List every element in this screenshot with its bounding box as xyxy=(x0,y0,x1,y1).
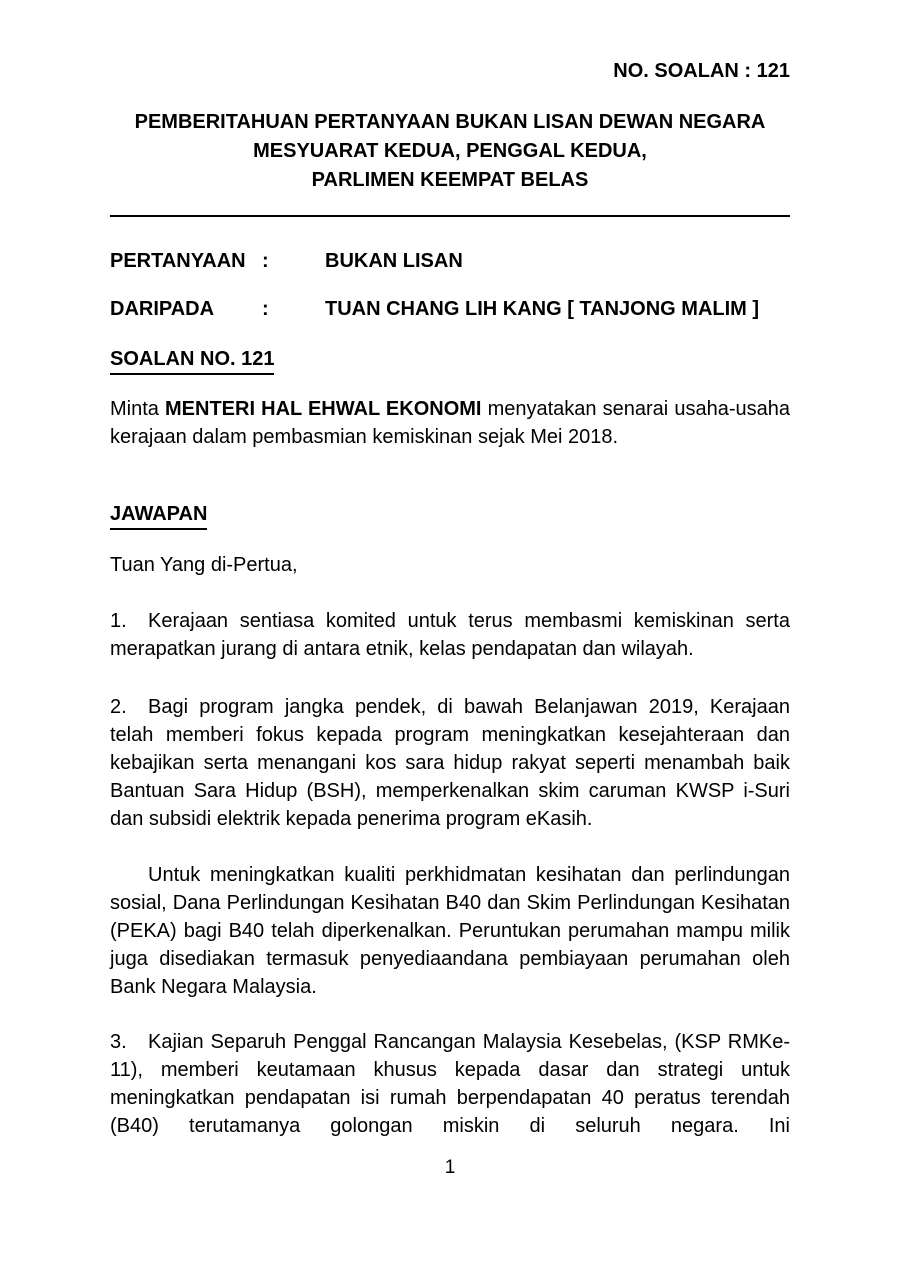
page-number: 1 xyxy=(444,1157,456,1178)
paragraph-text: Kerajaan sentiasa komited untuk terus membasmi kemiskinan serta merapatkan jurang di antara etnik, kelas pendapatan dan wilayah. xyxy=(110,610,790,660)
meta-label-pertanyaan: PERTANYAAN xyxy=(110,250,246,272)
meta-value-pertanyaan: BUKAN LISAN xyxy=(325,250,463,272)
meta-colon: : xyxy=(262,298,269,320)
document-title xyxy=(110,108,790,195)
paragraph-number: 1. xyxy=(110,610,127,632)
answer-paragraph-3 xyxy=(110,1028,790,1140)
paragraph-text: Bagi program jangka pendek, di bawah Belanjawan 2019, Kerajaan telah memberi fokus kepada program meningkatkan kesejahteraan dan kebajikan serta menangani kos sara hidup rakyat seperti menambah baik Bantuan Sara Hidup (BSH), memperkenalkan skim caruman KWSP i-Suri dan subsidi elektrik kepada penerima program eKasih. xyxy=(110,696,790,830)
title-line-2: MESYUARAT KEDUA, PENGGAL KEDUA, xyxy=(253,140,647,162)
paragraph-number: 2. xyxy=(110,696,127,718)
paragraph-text: Kajian Separuh Penggal Rancangan Malaysia Kesebelas, (KSP RMKe-11), memberi keutamaan khusus kepada dasar dan strategi untuk meningkatkan pendapatan isi rumah berpendapatan 40 peratus terendah (B40) terutamanya golongan miskin di seluruh negara. Ini xyxy=(110,1031,790,1137)
question-heading-text: SOALAN NO. 121 xyxy=(110,347,274,375)
question-ministry-bold: MENTERI HAL EHWAL EKONOMI xyxy=(165,398,482,420)
meta-colon: : xyxy=(262,250,269,272)
title-line-3: PARLIMEN KEEMPAT BELAS xyxy=(311,169,589,191)
answer-paragraph-2 xyxy=(110,693,790,833)
paragraph-number: 3. xyxy=(110,1031,127,1053)
meta-row-daripada xyxy=(110,295,790,323)
answer-heading-text: JAWAPAN xyxy=(110,502,207,530)
meta-value-daripada: TUAN CHANG LIH KANG [ TANJONG MALIM ] xyxy=(325,298,760,320)
question-suffix: menyatakan senarai usaha-usaha kerajaan dalam pembasmian kemiskinan sejak Mei 2018. xyxy=(110,398,790,448)
meta-row-pertanyaan xyxy=(110,247,790,275)
question-number-header: NO. SOALAN : 121 xyxy=(613,60,790,82)
salutation: Tuan Yang di-Pertua, xyxy=(110,554,298,576)
answer-heading xyxy=(110,500,790,530)
meta-label-daripada: DARIPADA xyxy=(110,298,215,320)
horizontal-rule xyxy=(110,215,790,217)
question-paragraph xyxy=(110,395,790,451)
answer-paragraph-1 xyxy=(110,607,790,663)
title-line-1: PEMBERITAHUAN PERTANYAAN BUKAN LISAN DEWAN NEGARA xyxy=(134,111,766,133)
question-heading xyxy=(110,345,790,375)
answer-paragraph-indented xyxy=(110,861,790,1001)
question-prefix: Minta xyxy=(110,398,166,420)
paragraph-text: Untuk meningkatkan kualiti perkhidmatan kesihatan dan perlindungan sosial, Dana Perlindungan Kesihatan B40 dan Skim Perlindungan Kesihatan (PEKA) bagi B40 telah diperkenalkan. Peruntukan perumahan mampu milik juga disediakan termasuk penyediaandana pembiayaan perumahan oleh Bank Negara Malaysia. xyxy=(110,864,790,998)
